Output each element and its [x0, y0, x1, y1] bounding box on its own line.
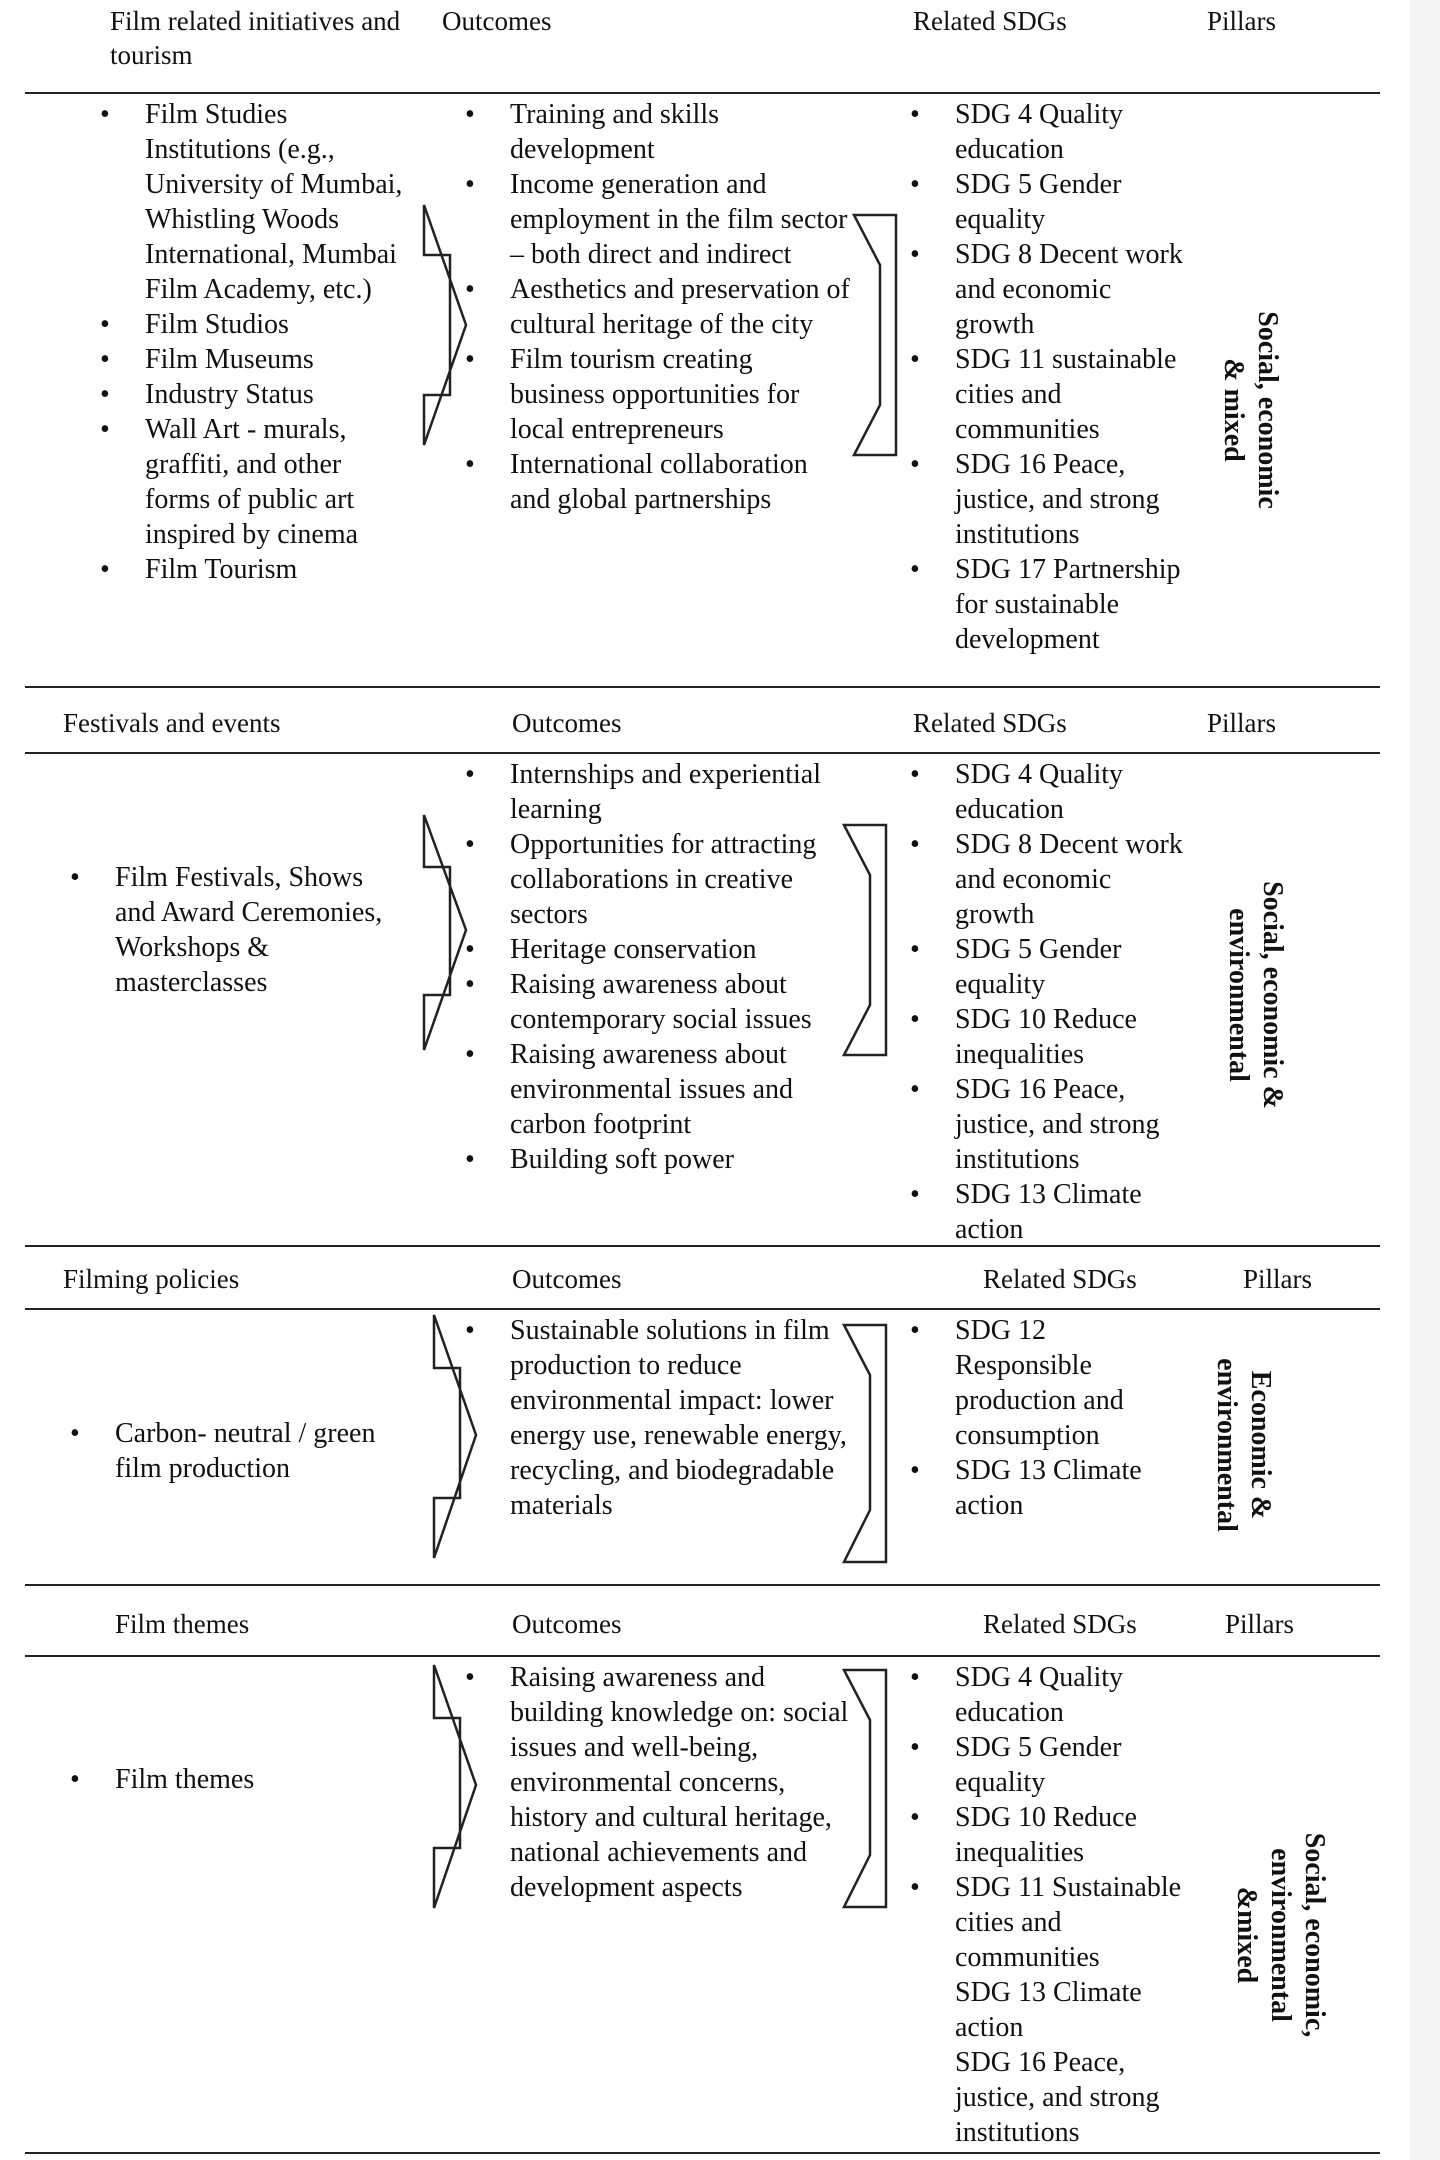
list-item: • SDG 4 Quality education — [905, 757, 1185, 827]
pillar-line: &mixed — [1231, 1886, 1262, 1984]
sdgs-list — [905, 97, 1185, 657]
outcomes-header: Outcomes — [442, 6, 552, 36]
list-item: • SDG 5 Gender equality — [905, 932, 1185, 1002]
list-item: • SDG 8 Decent work and economic growth — [905, 827, 1185, 932]
pillar-line: & mixed — [1218, 358, 1249, 462]
section-divider — [25, 686, 1380, 688]
pillar-line: environmental — [1265, 1848, 1296, 2022]
list-item: • Film Festivals, Shows and Award Ceremonies, Workshops & masterclasses — [65, 860, 410, 1000]
list-item: • SDG 4 Quality education — [905, 97, 1185, 167]
initiatives-list — [65, 860, 410, 1000]
list-item: • Film Museums — [95, 342, 405, 377]
page-edge — [1410, 0, 1440, 2160]
sdgs-header: Related SDGs — [913, 6, 1067, 36]
list-item: • SDG 5 Gender equality — [905, 167, 1185, 237]
sdgs-list — [905, 1660, 1185, 2150]
header-rule — [25, 752, 1380, 754]
list-item: • SDG 13 Climate action — [905, 1177, 1185, 1247]
list-item: • Income generation and employment in the film sector – both direct and indirect — [460, 167, 850, 272]
pillar-line: environmental — [1211, 1358, 1242, 1532]
header-rule — [25, 1655, 1380, 1657]
list-item: • Aesthetics and preservation of cultural heritage of the city — [460, 272, 850, 342]
list-item: • SDG 16 Peace, justice, and strong institutions — [905, 447, 1185, 552]
list-item: • Raising awareness about contemporary social issues — [460, 967, 850, 1037]
outcomes-list — [460, 97, 850, 517]
list-item: • Film Tourism — [95, 552, 405, 587]
category-header: Film related initiatives and tourism — [110, 6, 401, 70]
header-rule — [25, 92, 1380, 94]
list-item: • Carbon- neutral / green film production — [65, 1416, 410, 1486]
list-item: • SDG 16 Peace, justice, and strong institutions — [905, 1072, 1185, 1177]
outcomes-list — [460, 757, 850, 1177]
sdgs-header: Related SDGs — [983, 1609, 1137, 1639]
outcomes-header: Outcomes — [512, 1609, 622, 1639]
list-item: • SDG 4 Quality education — [905, 1660, 1185, 1730]
list-item: • Opportunities for attracting collaborations in creative sectors — [460, 827, 850, 932]
list-item: • Industry Status — [95, 377, 405, 412]
pillar-line: Social, economic & — [1257, 881, 1288, 1109]
category-header: Filming policies — [63, 1264, 240, 1294]
pillars-header: Pillars — [1207, 6, 1277, 36]
list-item: SDG 13 Climate action — [955, 1977, 1142, 2043]
pillar-line: Social, economic, — [1299, 1832, 1330, 2038]
list-item: SDG 16 Peace, justice, and strong institutions — [955, 2047, 1160, 2148]
list-item: • Film Studios — [95, 307, 405, 342]
sdgs-header: Related SDGs — [983, 1264, 1137, 1294]
pillars-header: Pillars — [1207, 708, 1277, 738]
outcomes-header: Outcomes — [512, 708, 622, 738]
category-header: Film themes — [115, 1609, 250, 1639]
outcomes-header: Outcomes — [512, 1264, 622, 1294]
list-item: • Wall Art - murals, graffiti, and other forms of public art inspired by cinema — [95, 412, 405, 552]
list-item: • Film tourism creating business opportunities for local entrepreneurs — [460, 342, 850, 447]
table-bottom-rule — [25, 2152, 1380, 2154]
outcomes-list — [460, 1660, 860, 1905]
list-item: • Building soft power — [460, 1142, 850, 1177]
list-item: • SDG 11 Sustainable cities and communities — [905, 1870, 1185, 1975]
initiatives-list — [65, 1762, 410, 1797]
list-item: • SDG 10 Reduce inequalities — [905, 1800, 1185, 1870]
header-rule — [25, 1308, 1380, 1310]
pillars-header: Pillars — [1225, 1609, 1295, 1639]
pillar-line: Social, economic — [1252, 311, 1283, 509]
list-item: • Heritage conservation — [460, 932, 850, 967]
list-item: • Internships and experiential learning — [460, 757, 850, 827]
initiatives-list — [65, 1416, 410, 1486]
flow-arrow — [850, 205, 900, 465]
sdgs-list — [905, 1313, 1185, 1523]
list-item: • SDG 10 Reduce inequalities — [905, 1002, 1185, 1072]
list-item: • Raising awareness and building knowledge on: social issues and well-being, environmental concerns, history and cultural heritage, national achievements and development aspects — [460, 1660, 860, 1905]
flow-arrow — [840, 1320, 890, 1570]
list-item: • SDG 8 Decent work and economic growth — [905, 237, 1185, 342]
list-item: • Sustainable solutions in film production to reduce environmental impact: lower energy use, renewable energy, recycling, and biodegradable materials — [460, 1313, 860, 1523]
list-item: • Film Studies Institutions (e.g., University of Mumbai, Whistling Woods International, Mumbai Film Academy, etc.) — [95, 97, 405, 307]
list-item: • SDG 12 Responsible production and consumption — [905, 1313, 1185, 1453]
list-item: • Raising awareness about environmental issues and carbon footprint — [460, 1037, 850, 1142]
list-item: • Training and skills development — [460, 97, 850, 167]
outcomes-list — [460, 1313, 860, 1523]
section-divider — [25, 1584, 1380, 1586]
list-item: • SDG 5 Gender equality — [905, 1730, 1185, 1800]
list-item: • SDG 13 Climate action — [905, 1453, 1185, 1523]
pillars-header: Pillars — [1243, 1264, 1313, 1294]
initiatives-list — [95, 97, 405, 587]
list-item: • SDG 11 sustainable cities and communities — [905, 342, 1185, 447]
list-item: • SDG 17 Partnership for sustainable development — [905, 552, 1185, 657]
flow-arrow — [840, 815, 890, 1065]
pillar-line: Economic & — [1245, 1370, 1276, 1520]
flow-arrow — [840, 1665, 890, 1915]
list-item: • Film themes — [65, 1762, 410, 1797]
sdgs-list — [905, 757, 1185, 1247]
category-header: Festivals and events — [63, 708, 281, 738]
sdgs-header: Related SDGs — [913, 708, 1067, 738]
pillar-line: environmental — [1223, 908, 1254, 1082]
list-item: • International collaboration and global partnerships — [460, 447, 850, 517]
